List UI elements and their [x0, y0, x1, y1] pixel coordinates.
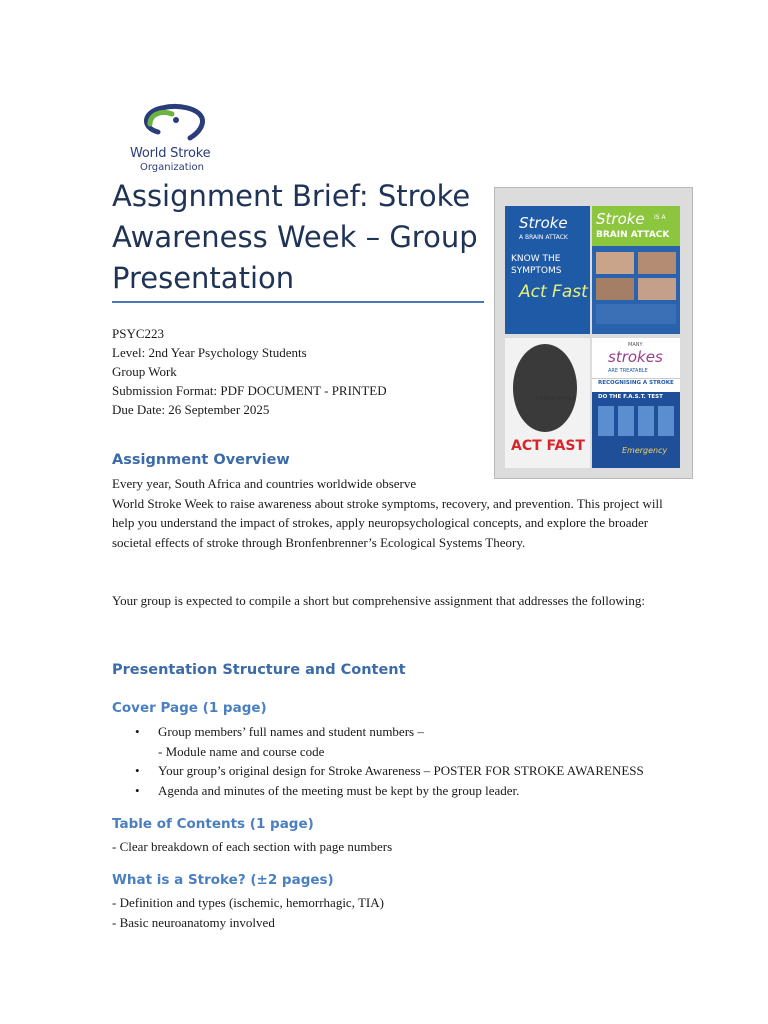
stroke-poster-image: [494, 187, 693, 479]
poster-p4-s-cell: [638, 406, 654, 436]
poster-p1-text1: Stroke: [519, 214, 568, 232]
cover-page-heading: Cover Page (1 page): [112, 700, 267, 716]
bullet-icon: •: [135, 763, 140, 778]
overview-heading: Assignment Overview: [112, 452, 290, 468]
title-underline: [112, 301, 484, 303]
poster-p4-text5: DO THE F.A.S.T. TEST: [598, 394, 663, 400]
poster-panel-fast-test: [592, 338, 680, 468]
poster-p1-text5: Act Fast: [519, 282, 588, 302]
toc-heading: Table of Contents (1 page): [112, 816, 314, 832]
assignment-meta: [112, 324, 387, 419]
poster-panel-is-a-brain-attack: [592, 206, 680, 334]
poster-p4-a-cell: [618, 406, 634, 436]
overview-paragraph-2: Your group is expected to compile a short but comprehensive assignment that addresses the following:: [112, 593, 646, 608]
poster-p3-text2: ACT FAST: [511, 438, 585, 454]
level-line: Level: 2nd Year Psychology Students: [112, 345, 307, 360]
cover-item-3-text: Agenda and minutes of the meeting must be kept by the group leader.: [158, 782, 520, 798]
poster-p4-text2: strokes: [608, 348, 663, 366]
module-code: PSYC223: [112, 326, 165, 341]
poster-p4-f-cell: [598, 406, 614, 436]
poster-p2-photo4: [638, 278, 676, 300]
what-is-stroke-line-2: - Basic neuroanatomy involved: [112, 915, 275, 930]
poster-p1-text2: A BRAIN ATTACK: [519, 234, 568, 241]
cover-item-1-sub: - Module name and course code: [158, 743, 325, 759]
what-is-stroke-heading: What is a Stroke? (±2 pages): [112, 872, 334, 888]
poster-p2-footer: [596, 304, 676, 324]
document-title: Assignment Brief: Stroke Awareness Week – Group Presentation: [112, 179, 478, 295]
cover-item-2-text: Your group’s original design for Stroke Awareness – POSTER FOR STROKE AWARENESS: [158, 763, 644, 778]
poster-p4-text4: RECOGNISING A STROKE: [598, 380, 674, 386]
poster-p4-text6: Emergency: [622, 446, 668, 455]
poster-p2-photo3: [596, 278, 634, 300]
poster-panel-act-fast: [505, 338, 590, 468]
cover-item-1-text: Group members’ full names and student numbers –: [158, 724, 424, 739]
bullet-icon: •: [135, 724, 140, 739]
poster-p4-text3: ARE TREATABLE: [608, 368, 648, 374]
work-type-line: Group Work: [112, 364, 177, 379]
structure-heading: Presentation Structure and Content: [112, 662, 406, 678]
poster-p2-photo2: [638, 252, 676, 274]
list-item: [112, 722, 712, 761]
logo-text-line1: World Stroke: [130, 146, 211, 161]
poster-p1-text3: KNOW THE: [511, 254, 561, 264]
poster-p3-text1: A BRAIN ATTACK: [535, 396, 576, 402]
bullet-icon: •: [135, 782, 140, 798]
poster-p1-text4: SYMPTOMS: [511, 266, 562, 276]
poster-p2-photo1: [596, 252, 634, 274]
logo-text-line2: Organization: [140, 162, 204, 173]
world-stroke-logo: [128, 98, 228, 178]
poster-p2-text2: IS A: [654, 214, 666, 221]
toc-line: - Clear breakdown of each section with page numbers: [112, 839, 393, 854]
logo-swoosh-icon: [128, 98, 228, 148]
overview-first-line: Every year, South Africa and countries worldwide observe: [112, 476, 417, 491]
poster-p2-text1: Stroke: [596, 210, 645, 228]
due-date-line: Due Date: 26 September 2025: [112, 402, 270, 417]
poster-p4-text1: MANY: [628, 342, 643, 348]
poster-p4-t-cell: [658, 406, 674, 436]
overview-paragraph-1: [112, 474, 687, 552]
list-item: [112, 781, 712, 801]
poster-p3-face: [513, 344, 577, 432]
poster-panel-brain-attack: [505, 206, 590, 334]
cover-page-list: [112, 722, 712, 800]
list-item: [112, 761, 712, 781]
what-is-stroke-line-1: - Definition and types (ischemic, hemorrhagic, TIA): [112, 895, 384, 910]
submission-format-line: Submission Format: PDF DOCUMENT - PRINTED: [112, 383, 387, 398]
overview-paragraph-rest: World Stroke Week to raise awareness about stroke symptoms, recovery, and prevention. This project will help you understand the impact of strokes, apply neuropsychological concepts, and explore the broader societal effects of stroke through Bronfenbrenner’s Ecological Systems Theory.: [112, 495, 663, 550]
poster-p2-text3: BRAIN ATTACK: [596, 230, 670, 240]
